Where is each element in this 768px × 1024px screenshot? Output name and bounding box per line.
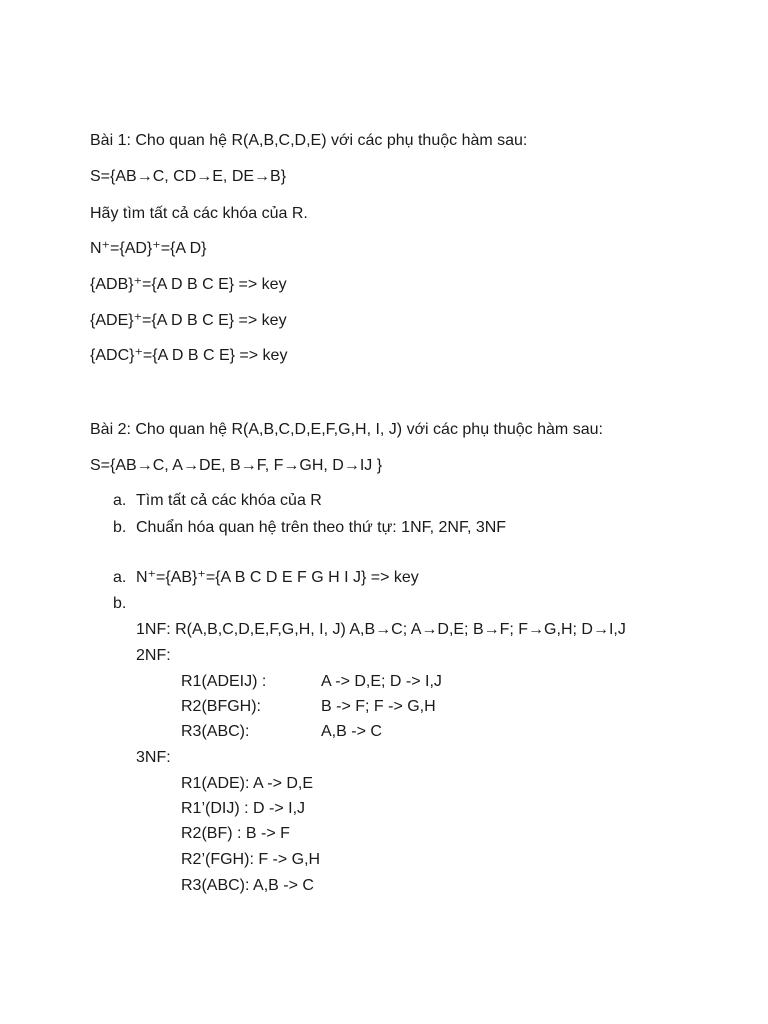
bai1-closure-line: N⁺={AD}⁺={A D}	[90, 240, 207, 257]
list-marker: a.	[113, 569, 127, 586]
nf3-row: R3(ABC): A,B -> C	[181, 877, 314, 894]
bai2-title: Bài 2: Cho quan hệ R(A,B,C,D,E,F,G,H, I, J) với các phụ thuộc hàm sau:	[90, 421, 603, 438]
bai1-closure-line: {ADB}⁺={A D B C E} => key	[90, 276, 287, 293]
nf2-relation: R2(BFGH):	[181, 698, 261, 715]
list-marker: a.	[113, 492, 127, 509]
bai2-answer-a: N⁺={AB}⁺={A B C D E F G H I J} => key	[136, 569, 419, 586]
list-marker: b.	[113, 595, 127, 612]
nf3-row: R2’(FGH): F -> G,H	[181, 851, 321, 868]
bai2-3nf-label: 3NF:	[136, 749, 171, 766]
bai2-task-b: Chuẩn hóa quan hệ trên theo thứ tự: 1NF, 2NF, 3NF	[136, 519, 507, 536]
bai1-closure-line: {ADC}⁺={A D B C E} => key	[90, 347, 288, 364]
bai1-closure-line: {ADE}⁺={A D B C E} => key	[90, 312, 287, 329]
nf2-relation: R1(ADEIJ) :	[181, 673, 267, 690]
list-marker: b.	[113, 519, 127, 536]
bai1-title: Bài 1: Cho quan hệ R(A,B,C,D,E) với các phụ thuộc hàm sau:	[90, 132, 528, 149]
nf3-row: R1’(DIJ) : D -> I,J	[181, 800, 306, 817]
bai1-task: Hãy tìm tất cả các khóa của R.	[90, 205, 308, 222]
nf2-relation: R3(ABC):	[181, 723, 250, 740]
bai2-2nf-label: 2NF:	[136, 647, 171, 664]
nf3-row: R1(ADE): A -> D,E	[181, 775, 314, 792]
nf3-row: R2(BF) : B -> F	[181, 825, 290, 842]
nf2-fd: A -> D,E; D -> I,J	[321, 673, 442, 690]
nf2-fd: B -> F; F -> G,H	[321, 698, 436, 715]
bai2-1nf: 1NF: R(A,B,C,D,E,F,G,H, I, J) A,B→C; A→D,E; B→F; F→G,H; D→I,J	[136, 621, 626, 638]
nf2-fd: A,B -> C	[321, 723, 382, 740]
bai1-fd-set: S={AB→C, CD→E, DE→B}	[90, 168, 287, 185]
bai2-fd-set: S={AB→C, A→DE, B→F, F→GH, D→IJ }	[90, 457, 383, 474]
bai2-task-a: Tìm tất cả các khóa của R	[136, 492, 322, 509]
